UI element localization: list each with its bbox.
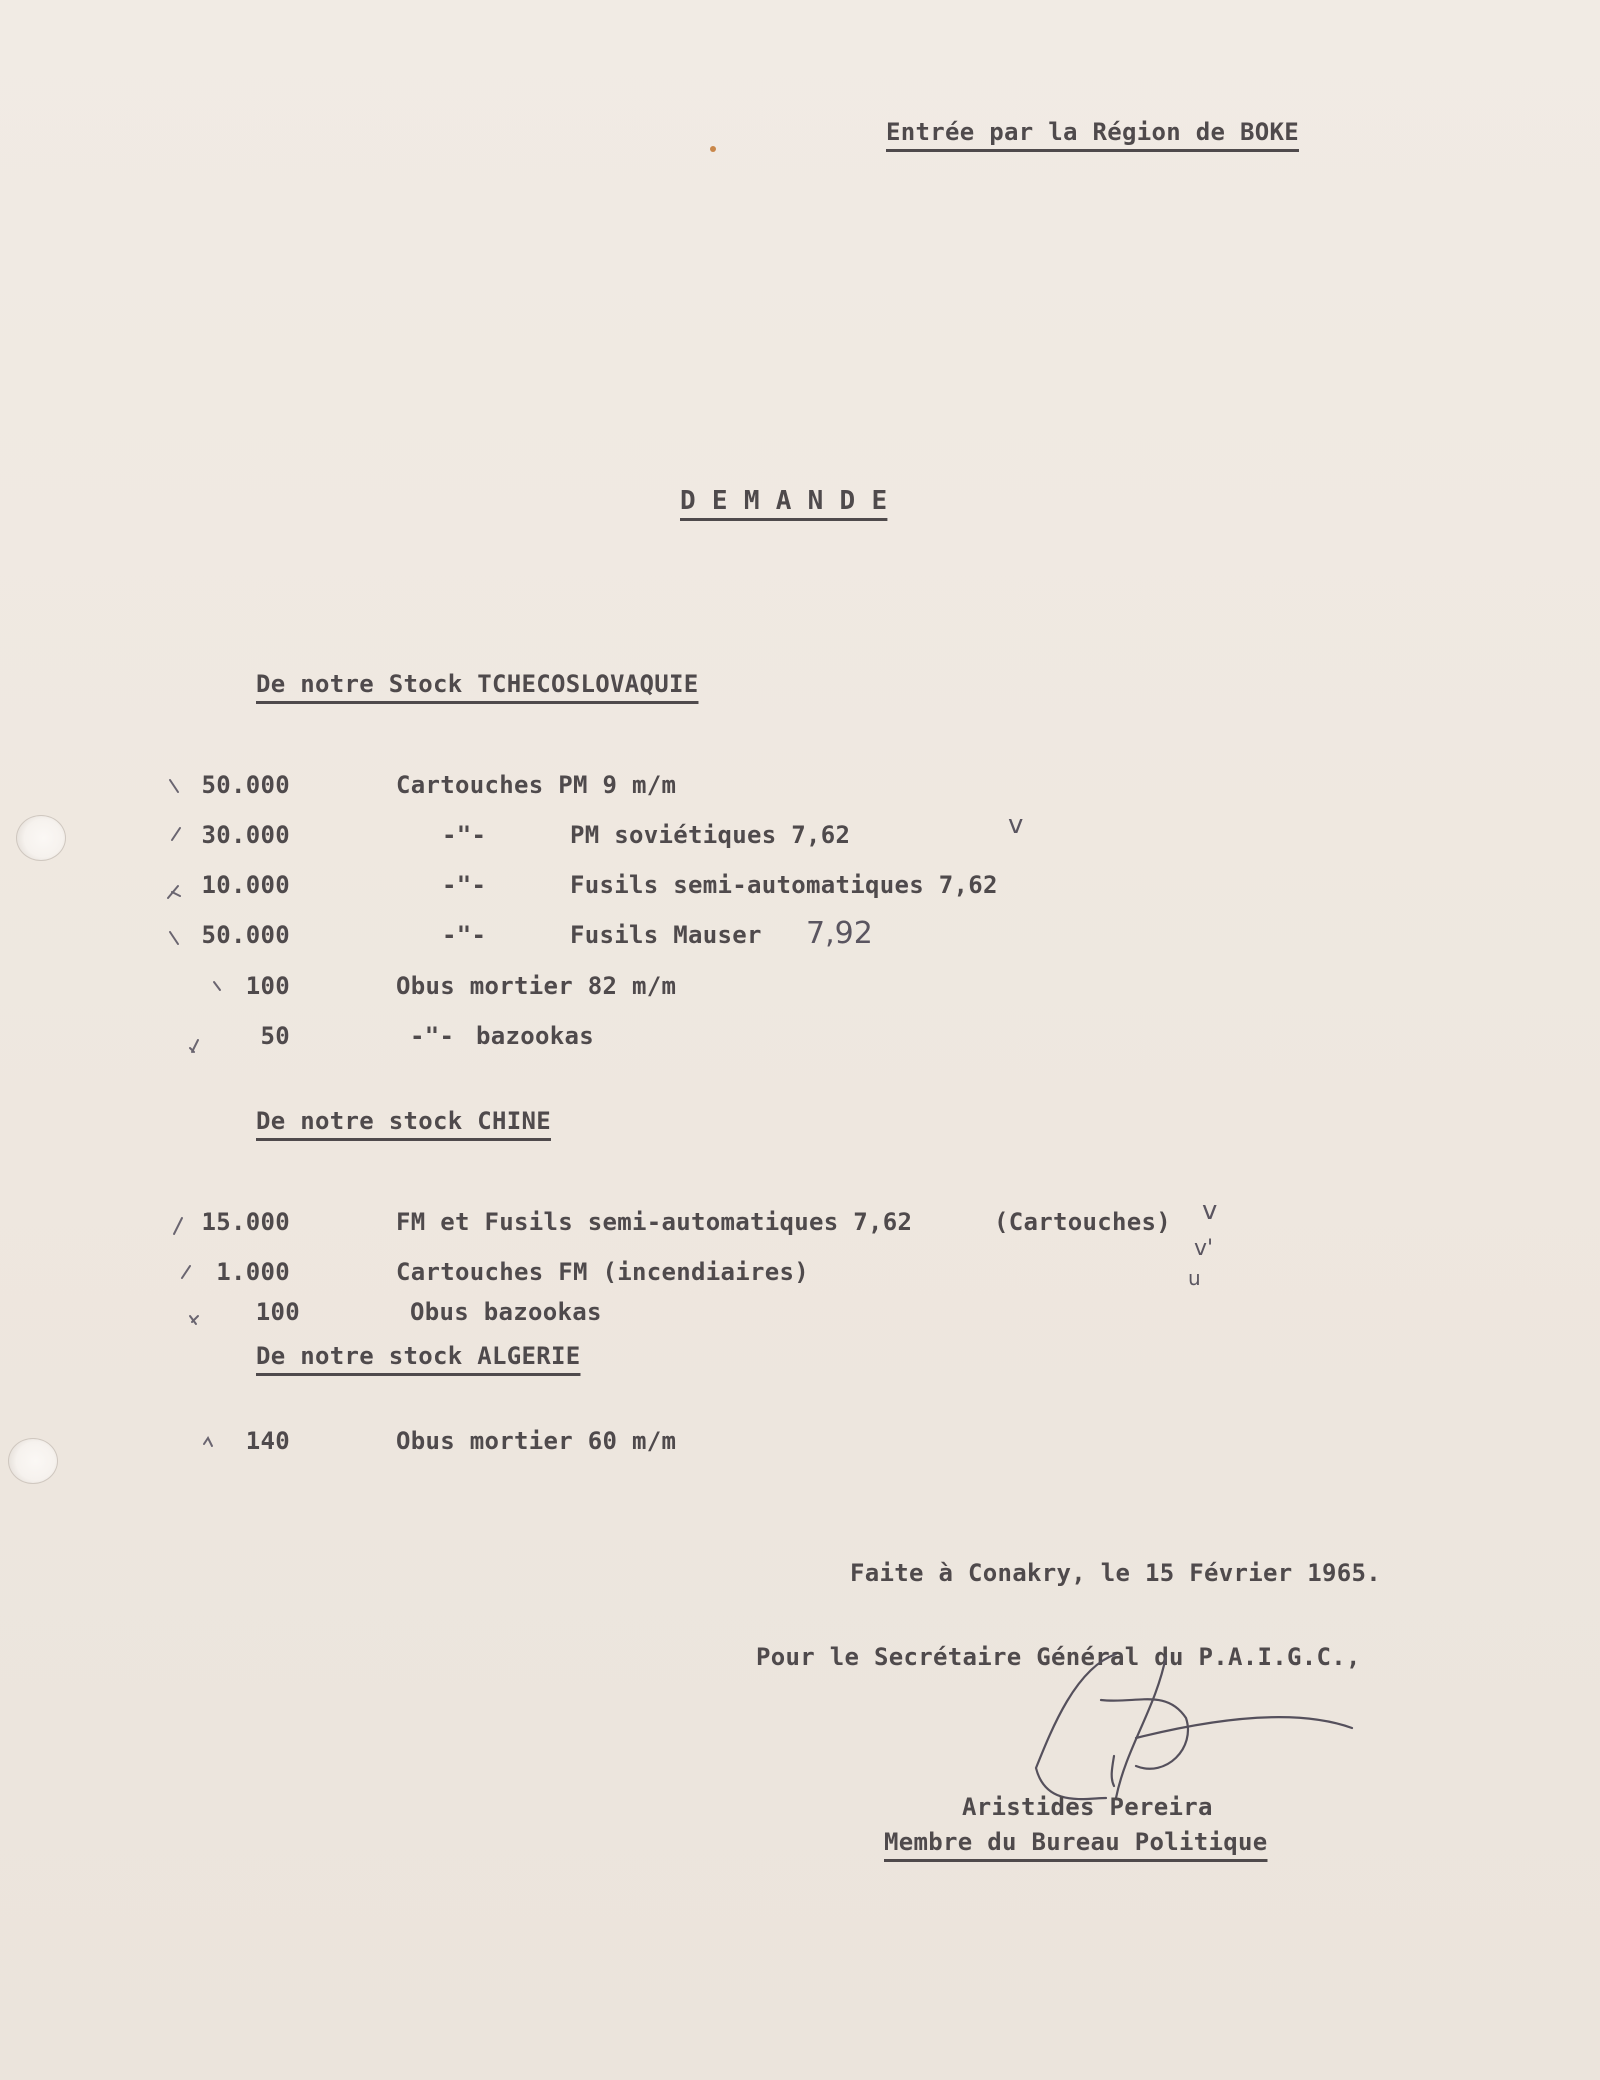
item-description: bazookas xyxy=(476,1022,594,1050)
item-quantity: 100 xyxy=(255,1298,300,1326)
item-quantity: 10.000 xyxy=(201,871,290,899)
section-heading: De notre Stock TCHECOSLOVAQUIE xyxy=(256,670,699,698)
handwritten-check-mark: v' xyxy=(1194,1236,1214,1261)
handwritten-mauser-caliber: 7,92 xyxy=(806,916,873,951)
item-description: PM soviétiques 7,62 xyxy=(570,821,851,849)
section-heading: De notre stock CHINE xyxy=(256,1107,551,1135)
item-quantity: 50.000 xyxy=(201,921,290,949)
item-description: FM et Fusils semi-automatiques 7,62 xyxy=(396,1208,913,1236)
entry-region-heading: Entrée par la Région de BOKE xyxy=(886,118,1299,146)
item-description: Cartouches FM (incendiaires) xyxy=(396,1258,809,1286)
item-description: Fusils semi-automatiques 7,62 xyxy=(570,871,998,899)
item-quantity: 1.000 xyxy=(216,1258,290,1286)
section-heading: De notre stock ALGERIE xyxy=(256,1342,581,1370)
item-quantity: 50.000 xyxy=(201,771,290,799)
item-description: Obus bazookas xyxy=(410,1298,602,1326)
item-extra: (Cartouches) xyxy=(994,1208,1171,1236)
item-ditto-mark: -"- xyxy=(442,921,487,949)
tick-marks xyxy=(0,0,240,1500)
item-quantity: 140 xyxy=(245,1427,290,1455)
signatory-role: Membre du Bureau Politique xyxy=(884,1828,1268,1856)
handwritten-check-mark: v xyxy=(1202,1196,1218,1226)
item-description: Obus mortier 82 m/m xyxy=(396,972,677,1000)
handwritten-check-mark: u xyxy=(1188,1266,1201,1290)
handwritten-check-mark: v xyxy=(1008,810,1024,840)
item-quantity: 15.000 xyxy=(201,1208,290,1236)
item-description: Cartouches PM 9 m/m xyxy=(396,771,677,799)
place-and-date: Faite à Conakry, le 15 Février 1965. xyxy=(850,1559,1381,1587)
on-behalf-line: Pour le Secrétaire Général du P.A.I.G.C., xyxy=(756,1643,1361,1671)
item-ditto-mark: -"- xyxy=(442,821,487,849)
item-description: Fusils Mauser xyxy=(570,921,762,949)
item-quantity: 50 xyxy=(260,1022,290,1050)
item-ditto-mark: -"- xyxy=(410,1022,455,1050)
ink-spot xyxy=(710,146,716,152)
item-quantity: 30.000 xyxy=(201,821,290,849)
item-quantity: 100 xyxy=(245,972,290,1000)
document-title: D E M A N D E xyxy=(680,486,888,516)
signatory-name: Aristides Pereira xyxy=(962,1793,1213,1821)
item-description: Obus mortier 60 m/m xyxy=(396,1427,677,1455)
item-ditto-mark: -"- xyxy=(442,871,487,899)
